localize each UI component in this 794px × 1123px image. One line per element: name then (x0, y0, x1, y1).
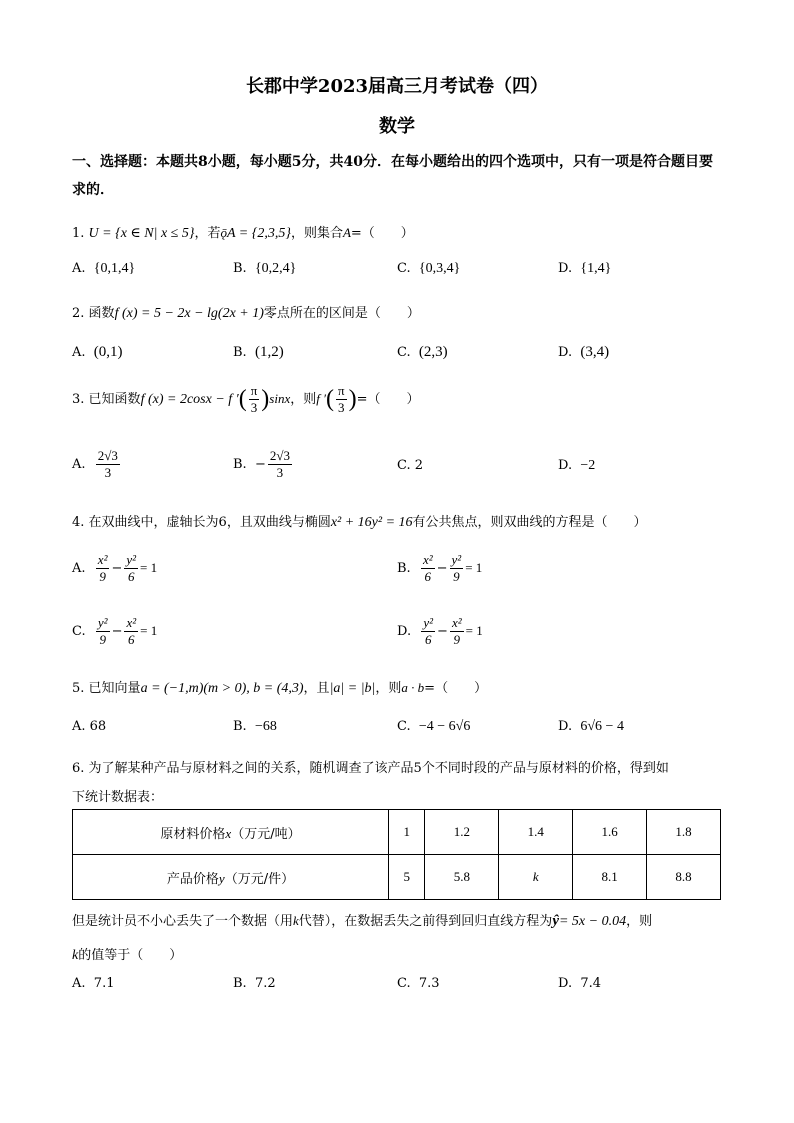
option-b: B. 7.2 (233, 976, 276, 991)
option-d: D. {1,4} (558, 261, 612, 276)
table-cell: 8.1 (573, 855, 647, 900)
option-b: B. {0,2,4} (233, 261, 297, 276)
option-d: D. −2 (558, 458, 596, 473)
table-cell: 5.8 (425, 855, 499, 900)
table-cell: k (499, 855, 573, 900)
question-3: 3. 已知函数f (x) = 2cosx − f ′( $\frac{\pi}{3}$ )sinx，则f ′( $\frac{\pi}{3}$ )=（ ） (72, 383, 420, 415)
question-6 (72, 757, 669, 776)
option-c: C. 2 (397, 458, 424, 473)
row-label: 产品价格y（万元/件） (73, 855, 389, 900)
section-heading: 一、选择题：本题共8小题，每小题5分，共40分．在每小题给出的四个选项中，只有一项是符合题目要求的． (72, 154, 713, 198)
table-cell: 5 (389, 855, 425, 900)
question-text: 有公共焦点，则双曲线的方程是（ ） (412, 515, 647, 530)
function-expression: f (x) = 5 − 2x − lg(2x + 1) (114, 306, 264, 321)
set-a: A (342, 225, 351, 240)
question-4 (72, 511, 647, 531)
question-1 (72, 222, 414, 242)
question-text: 在双曲线中，虚轴长为6，且双曲线与椭圆 (88, 515, 331, 530)
option-a: A. 7.1 (72, 976, 115, 991)
question-text: 为了解某种产品与原材料之间的关系，随机调查了该产品5个不同时段的产品与原材料的价格，得到如 (88, 761, 669, 776)
option-c: C. (2,3) (397, 344, 448, 360)
question-6-after-table-2: k的值等于（ ） (72, 948, 183, 963)
table-cell: 8.8 (647, 855, 721, 900)
vector-definitions: a = (−1,m)(m > 0), b = (4,3) (140, 681, 304, 696)
question-text: 已知函数 (88, 392, 141, 407)
option-a: A. $\frac{\text{x²}}{9}$ − $\frac{\text{y²}}{6}$ = 1 (72, 552, 158, 584)
complement-symbol: ǭ (220, 225, 227, 240)
question-number: 1. (72, 226, 85, 241)
set-u-definition: U = {x ∈ N| x ≤ 5} (88, 226, 195, 241)
table-cell: 1.4 (499, 810, 573, 855)
option-d: D. (3,4) (558, 344, 610, 360)
exam-title: 长郡中学2023届高三月考试卷（四） (245, 76, 549, 97)
question-number: 2. (72, 306, 85, 321)
option-a: A. 68 (72, 719, 107, 734)
option-d: D. $\frac{\text{y²}}{6}$ − $\frac{\text{x²}}{9}$ = 1 (397, 615, 483, 647)
table-cell: 1 (389, 810, 425, 855)
statistics-table (72, 809, 721, 900)
option-b: B. − $\frac{2√3}{3}$ (233, 448, 290, 480)
table-row (73, 855, 721, 900)
question-number: 6. (72, 761, 85, 776)
question-text: =（ ） (350, 226, 414, 241)
table-row (73, 810, 721, 855)
question-text: ，则集合 (290, 226, 343, 241)
option-b: B. $\frac{\text{x²}}{6}$ − $\frac{\text{y²}}{9}$ = 1 (397, 552, 483, 584)
question-6-continued: 下统计数据表： (72, 790, 164, 805)
option-c: C. 7.3 (397, 976, 440, 991)
question-number: 4. (72, 515, 85, 530)
table-cell: 1.6 (573, 810, 647, 855)
ellipse-equation: x² + 16y² = 16 (330, 515, 413, 530)
question-5: 5. 已知向量a = (−1,m)(m > 0), b = (4,3)，且|a| = |b|，则a · b=（ ） (72, 680, 488, 696)
question-text: 零点所在的区间是（ ） (263, 306, 420, 321)
option-d: D. 6√6 − 4 (558, 719, 624, 734)
subject-title: 数学 (379, 116, 415, 137)
question-2 (72, 302, 420, 322)
option-c: C. $\frac{\text{y²}}{9}$ − $\frac{\text{x²}}{6}$ = 1 (72, 615, 158, 647)
question-text: 函数 (88, 306, 115, 321)
question-number: 5. (72, 681, 85, 696)
option-a: A. {0,1,4} (72, 261, 136, 276)
question-text: 已知向量 (88, 681, 141, 696)
table-cell: 1.8 (647, 810, 721, 855)
pi-over-three: $\frac{\pi}{3}$ (337, 383, 345, 415)
question-text: ，若 (194, 226, 221, 241)
question-6-after-table: 但是统计员不小心丢失了一个数据（用k代替），在数据丢失之前得到回归直线方程为ŷ= 5x − 0.04，则 (72, 913, 653, 929)
complement-set: A = {2,3,5} (226, 226, 291, 241)
option-d: D. 7.4 (558, 976, 602, 991)
pi-over-three: $\frac{\pi}{3}$ (250, 383, 258, 415)
row-label: 原材料价格x（万元/吨） (73, 810, 389, 855)
option-a: A. $\frac{2√3}{3}$ (72, 448, 118, 480)
option-c: C. −4 − 6√6 (397, 719, 471, 734)
option-b: B. (1,2) (233, 344, 284, 360)
option-c: C. {0,3,4} (397, 261, 461, 276)
option-a: A. (0,1) (72, 344, 123, 360)
function-expression: f (x) = 2cosx − f ′ (140, 392, 239, 407)
option-b: B. −68 (233, 719, 277, 734)
question-number: 3. (72, 392, 85, 407)
table-cell: 1.2 (425, 810, 499, 855)
